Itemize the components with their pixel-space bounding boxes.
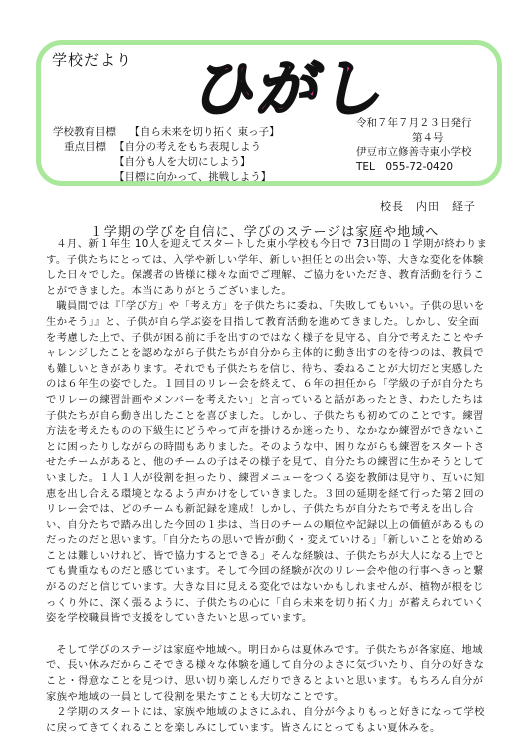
school-name: 伊豆市立修善寺東小学校 [356,146,472,158]
issue-info [356,116,472,174]
newsletter-label: 学校だより [52,51,133,69]
focus-goal-item: 【自分も人を大切にしよう】 [114,156,251,168]
article-body [46,237,488,736]
issue-number: 第４号 [412,131,444,144]
paragraph: ４月、新１年生 10人を迎えてスタートした東小学校も今日で 73日間の１学期が終わります。子供たちにとっては、入学や新しい学年、新しい担任との出会い等、大きな変化を体験した日々でした。保護者の皆様に様々な面でご理解、ご協力をいただき、教育活動を行うことができました。本当にありがとうございました。 [46,238,488,297]
issue-date: 令和７年７月２３日発行 [356,117,472,129]
paragraph: 職員間では『「学び方」や「考え方」を子供たちに委ね、「失敗してもいい。子供の思いを生かそう」』と、子供が自ら学ぶ姿を目指して教育活動を進めてきました。しかし、安全面を考慮した上で、子供が困る前に手を出すのではなく様子を見守る、自分で考えたことやチャレンジしたことを認めながら子供たちが自分から主体的に動き出すのを待つのは、教員でも難しいときがあります。それでも子供たちを信じ、待ち、委ねることが大切だと実感したのは６年生の姿でした。１回目のリレー会を終えて、６年の担任から「学級の子が自分たちでリレーの練習計画やメンバーを考えたい」と言っていると話があったとき、わたしたちは子供たちが自ら動き出したことを喜びました。しかし、子供たちも初めてのことです。練習方法を考えたものの下級生にどうやって声を掛けるか迷ったり、なかなか練習ができないことに困ったりしながらの時間もありました。そのような中、困りながらも練習をスタートさせたチームがあると、他のチームの子はその様子を見て、自分たちの練習に生かそうとしていました。１人１人が役割を担ったり、練習メニューをつくる姿を教師は見守り、互いに知恵を出し合える環境となるよう声かけをしていきました。３回の延期を経て行った第２回のリレー会では、どのチームも新記録を達成！しかし、子供たちが自分たちで考えを出し合い、自分たちで踏み出した今回の１歩は、当日のチームの順位や記録以上の価値があるものだったのだと思います。「自分たちの思いで皆が動く・変えていける」「新しいことを始めることは難しいけれど、皆で協力するとできる」そんな経験は、子供たちが大人になる上でとても貴重なものだと感じています。そして今回の経験が次のリレー会や他の行事へきっと繋がるのだと信じています。大きな目に見える変化ではないかもしれませんが、植物が根をじっくり外に、深く張るように、子供たちの心に「自ら未来を切り拓く力」が蓄えられていく姿を学校職員皆で支援をしていきたいと思っています。 [46,300,485,625]
focus-goal-item: 【自分の考えをもち表現しよう [114,141,261,153]
focus-goal-item: 【目標に向かって、挑戦しよう】 [114,171,272,183]
school-goal-row [53,124,280,139]
school-goal-label: 学校教育目標 [53,126,116,138]
masthead-title [188,50,388,122]
paragraph: ２学期のスタートには、家族や地域のよさにふれ、自分が今よりもっと好きになって学校に戻ってきてくれることを楽しみにしています。皆さんにとってもよい夏休みを。 [46,706,485,734]
school-tel: TEL 055-72-0420 [356,160,454,173]
focus-goal-label: 重点目標 [64,141,106,153]
school-goal-text: 【自ら未来を切り拓く 東っ子】 [129,126,280,138]
article-headline: １学期の学びを自信に、学びのステージは家庭や地域へ [89,225,440,240]
paragraph-gap [46,627,488,643]
paragraph: そして学びのステージは家庭や地域へ。明日からは夏休みです。子供たちが各家庭、地域で、長い休みだからこそできる様々な体験を通して自分のよさに気づいたり、自分の好きなこと・得意なことを見つけ、思い切り楽しんだりできるとよいと思います。もちろん自分が家族や地域の一員として役割を果たすことも大切なことです。 [46,643,485,703]
masthead-title-text: ひがし [188,52,388,122]
principal-name: 校長 内田 経子 [380,200,476,213]
